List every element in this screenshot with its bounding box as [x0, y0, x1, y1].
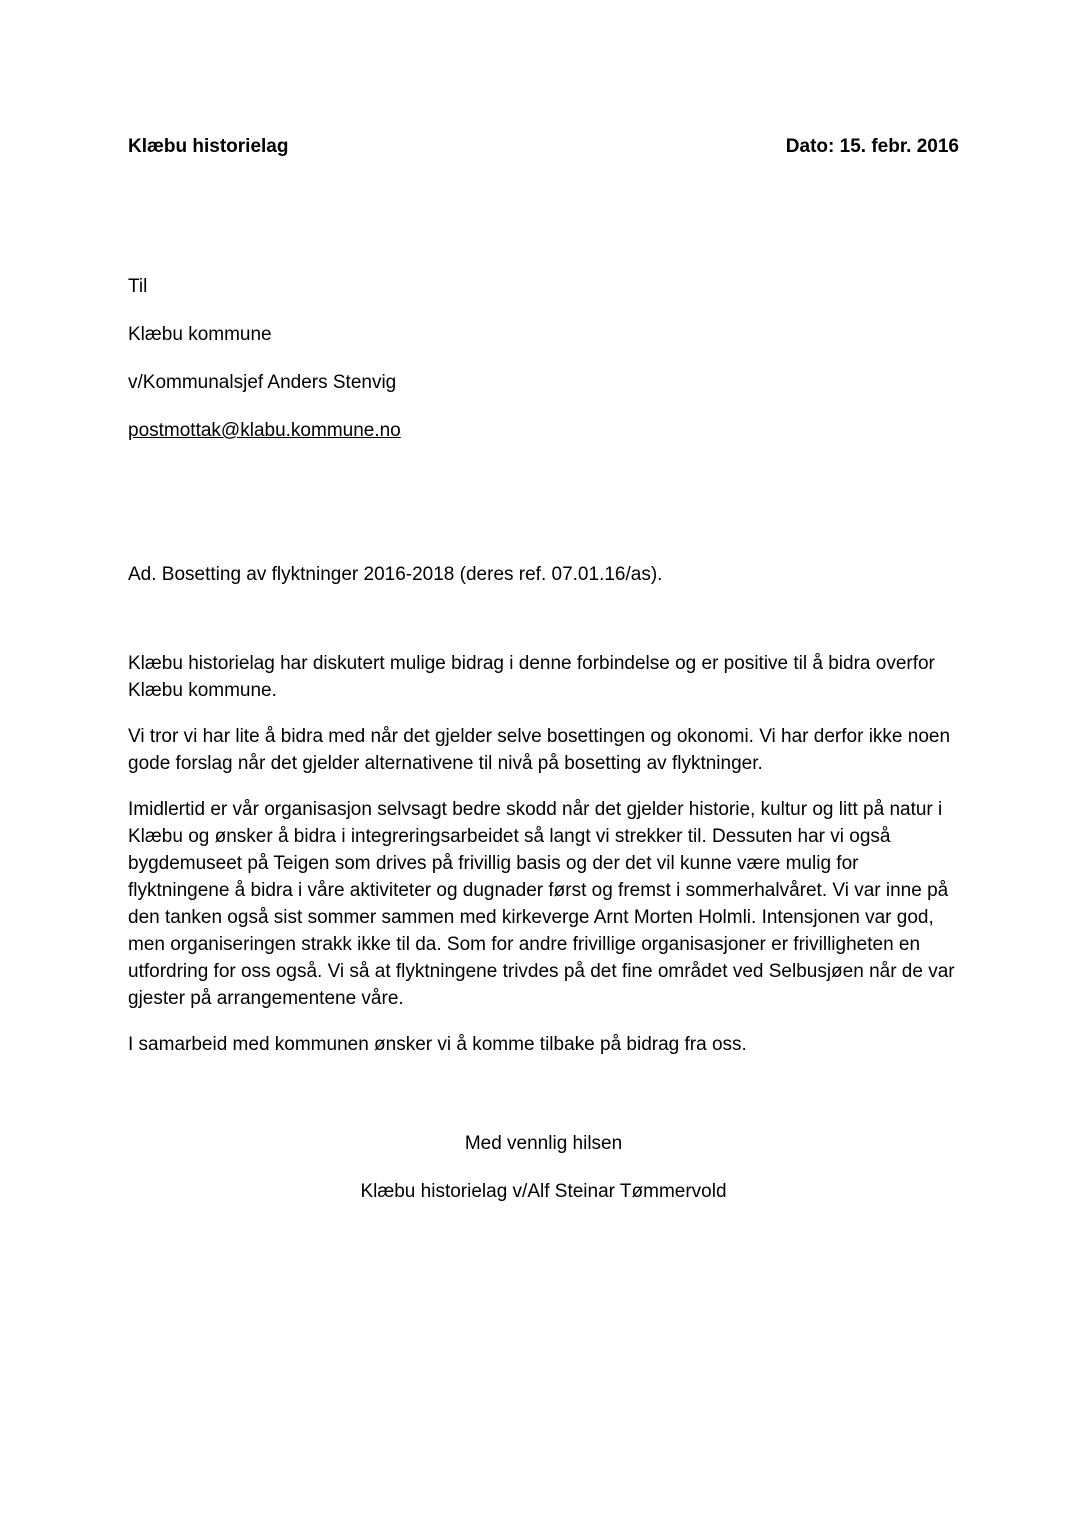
email-link[interactable]: postmottak@klabu.kommune.no — [128, 420, 401, 441]
closing-salutation: Med vennlig hilsen — [464, 1133, 623, 1154]
recipient-block — [128, 273, 959, 444]
recipient-line-email — [128, 417, 959, 444]
letter-header — [128, 133, 959, 160]
recipient-line-til: Til — [128, 276, 148, 297]
body-paragraph-3: Imidlertid er vår organisasjon selvsagt bedre skodd når det gjelder historie, kultur og litt på natur i Klæbu og ønsker å bidra i integreringsarbeidet så langt vi strekker til. Dessuten har vi også bygdemuseet på Teigen som drives på frivillig basis og der det vil kunne være mulig for flyktningene å bidra i våre aktiviteter og dugnader først og fremst i sommerhalvåret. Vi var inne på den tanken også sist sommer sammen med kirkeverge Arnt Morten Holmli. Intensjonen var god, men organiseringen strakk ikke til da. Som for andre frivillige organisasjoner er frivilligheten en utfordring for oss også. Vi så at flyktningene trivdes på det fine området ved Selbusjøen når de var gjester på arrangementene våre. — [128, 799, 955, 1009]
subject-line: Ad. Bosetting av flyktninger 2016-2018 (deres ref. 07.01.16/as). — [128, 564, 663, 585]
letter-body — [128, 650, 959, 1058]
body-paragraph-4: I samarbeid med kommunen ønsker vi å komme tilbake på bidrag fra oss. — [128, 1034, 747, 1055]
recipient-line-kommune: Klæbu kommune — [128, 324, 272, 345]
recipient-line-kommunalsjef: v/Kommunalsjef Anders Stenvig — [128, 372, 397, 393]
closing-signature: Klæbu historielag v/Alf Steinar Tømmervold — [360, 1181, 727, 1202]
body-paragraph-2: Vi tror vi har lite å bidra med når det gjelder selve bosettingen og okonomi. Vi har derfor ikke noen gode forslag når det gjelder alternativene til nivå på bosetting av flyktninger. — [128, 726, 951, 774]
body-paragraph-1: Klæbu historielag har diskutert mulige bidrag i denne forbindelse og er positive til å bidra overfor Klæbu kommune. — [128, 653, 935, 701]
letter-date: Dato: 15. febr. 2016 — [785, 136, 959, 157]
closing-block — [128, 1130, 959, 1205]
sender-name: Klæbu historielag — [128, 136, 289, 157]
